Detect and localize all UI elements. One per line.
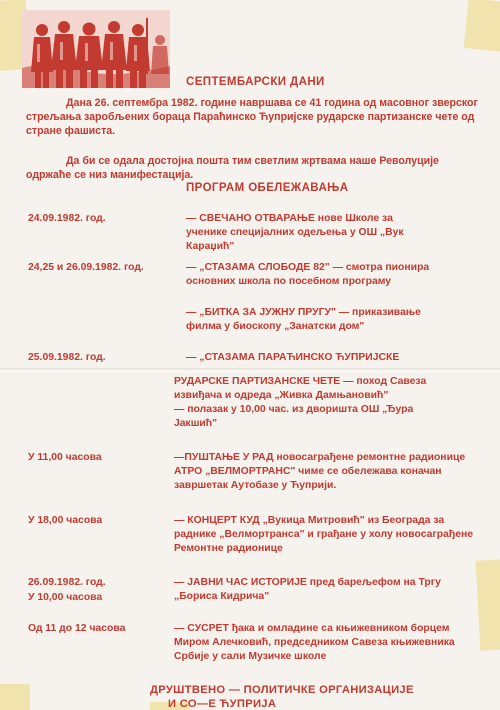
- intro-paragraph-2: Да би се одала достојна пошта тим светлим жртвама наше Револуције одржаће се низ манифестација.: [26, 155, 439, 181]
- event-date: Од 11 до 12 часова: [28, 623, 126, 634]
- footer-line-2: И СО—Е ЋУПРИЈА: [168, 698, 277, 710]
- event-date: 25.09.1982. год.: [28, 352, 106, 363]
- event-text: — „СТАЗАМА ПАРАЋИНСКО ЋУПРИЈСКЕ: [186, 352, 400, 363]
- tape-top-right: [463, 0, 500, 52]
- event-date: У 18,00 часова: [28, 515, 103, 526]
- tape-bottom-left: [0, 684, 30, 710]
- event-text: — КОНЦЕРТ КУД „Вукица Митровић" из Београда за раднике „Велмортранса" и грађане у холу новосаграђене Ремонтне радионице: [174, 515, 474, 554]
- event-date: У 10,00 часова: [28, 592, 103, 603]
- program-heading: ПРОГРАМ ОБЕЛЕЖАВАЊА: [186, 182, 349, 194]
- poster-title: СЕПТЕМБАРСКИ ДАНИ: [186, 76, 325, 88]
- event-date: 24,25 и 26.09.1982. год.: [28, 262, 144, 273]
- scan-seam: [0, 368, 500, 372]
- footer-line-1: ДРУШТВЕНО — ПОЛИТИЧКЕ ОРГАНИЗАЦИЈЕ: [150, 684, 414, 696]
- tape-bottom-right: [476, 559, 500, 650]
- event-date: 24.09.1982. год.: [28, 213, 106, 224]
- event-text: РУДАРСКЕ ПАРТИЗАНСКЕ ЧЕТЕ — поход Савеза извиђача и одреда „Живка Дамњановић": [174, 376, 427, 401]
- footer-signature: [150, 683, 414, 710]
- event-date: 26.09.1982. год.: [28, 577, 106, 588]
- event-text: — „БИТКА ЗА ЈУЖНУ ПРУГУ" — приказивање филма у биоскопу „Занатски дом": [186, 307, 421, 332]
- event-text: — полазак у 10,00 час. из дворишта ОШ „Ђура Јакшић": [174, 404, 414, 429]
- event-text: — СУСРЕТ ђака и омладине са књижевником борцем Миром Алечковић, председником Савеза књижевника Србије у сали Музичке школе: [174, 623, 455, 662]
- event-text: —ПУШТАЊЕ У РАД новосаграђене ремонтне радионице АТРО „ВЕЛМОРТРАНС" чиме се обележава коначан завршетак Аутобазе у Ћуприји.: [174, 452, 466, 491]
- event-text: — СВЕЧАНО ОТВАРАЊЕ нове Школе за ученике специјалних одељења у ОШ „Вук Караџић": [186, 213, 404, 252]
- event-text: — ЈАВНИ ЧАС ИСТОРИЈЕ пред барељефом на Тргу „Бориса Кидрича": [174, 577, 441, 602]
- event-text: — „СТАЗАМА СЛОБОДЕ 82" — смотра пионира основних школа по посебном програму: [186, 262, 430, 287]
- intro-paragraph: Дана 26. септембра 1982. године навршава се 41 година од масовног зверског стрељања заробљених бораца Параћинско Ћупријске рударске партизанске чете од стране фашиста.: [26, 97, 478, 137]
- event-date: У 11,00 часова: [28, 452, 102, 463]
- partisans-photo: [22, 10, 170, 88]
